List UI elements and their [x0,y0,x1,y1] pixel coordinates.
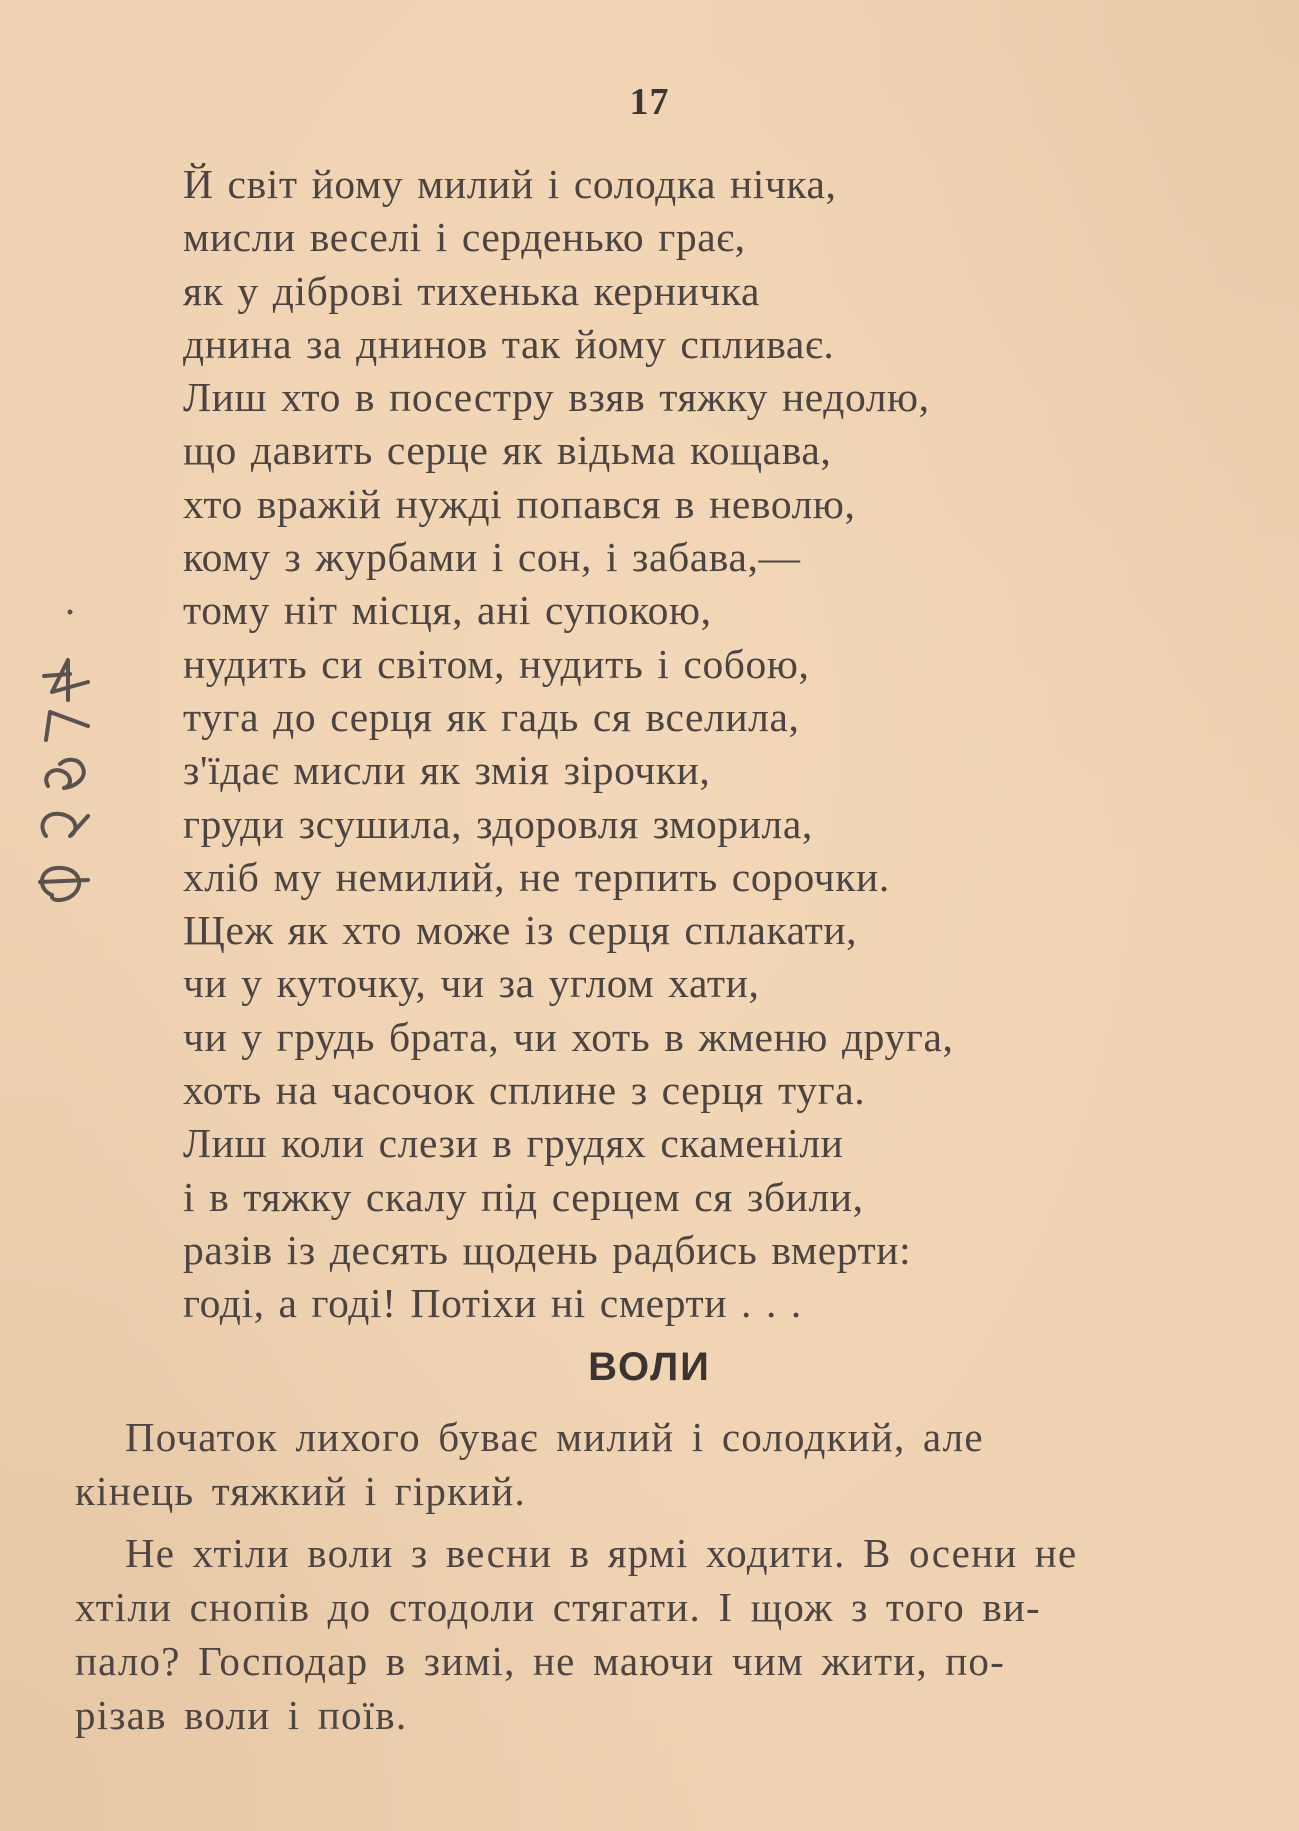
poem-line: тому ніт місця, ані супокою, [183,587,712,634]
poem-line: нудить си світом, нудить і собою, [183,640,810,687]
poem-line: що давить серце як відьма кощава, [183,427,832,474]
paragraph-line: Не хтіли воли з весни в ярмі ходити. В осени не [125,1530,1078,1576]
poem-line: кому з журбами і сон, і забава,— [183,534,801,581]
poem-line: хоть на часочок сплине з серця туга. [183,1067,866,1114]
poem-line: чи у грудь брата, чи хоть в жменю друга, [183,1013,954,1060]
poem-line: хто вражій нужді попався в неволю, [183,480,856,527]
poem-line: як у діброві тихенька керничка [183,267,760,314]
paragraph-line: Початок лихого буває милий і солодкий, але [125,1414,984,1460]
poem-line: Й світ йому милий і солодка нічка, [183,161,837,207]
paragraph-line: пало? Господар в зимі, не маючи чим жити, по- [75,1638,1005,1684]
paragraph-line: кінець тяжкий і гіркий. [75,1468,526,1514]
poem-line: Лиш коли слези в грудях скаменіли [183,1120,844,1167]
paragraph-line: різав воли і поїв. [75,1692,408,1738]
section-title: ВОЛИ [588,1345,711,1389]
poem-line: і в тяжку скалу під серцем ся збили, [183,1173,864,1220]
poem-line: Лиш хто в посестру взяв тяжку недолю, [183,374,930,421]
poem [183,158,1193,1331]
paragraph [75,1410,1250,1518]
poem-line: з'їдає мисли як змія зірочки, [183,747,711,794]
poem-line: чи у куточку, чи за углом хати, [183,960,760,1007]
poem-line: мисли веселі і серденько грає, [183,214,746,261]
poem-line: туга до серця як гадь ся вселила, [183,693,800,740]
page-number: 17 [629,81,670,123]
poem-line: днина за днинов так йому спливає. [183,320,835,367]
poem-line: Щеж як хто може із серця сплакати, [183,907,858,954]
paragraph-line: хтіли снопів до стодоли стягати. І щож з того ви- [75,1584,1041,1630]
poem-line: годі, а годі! Потіхи ні смерти . . . [183,1280,802,1327]
paragraph [75,1526,1250,1742]
poem-line: груди зсушила, здоровля зморила, [183,800,813,847]
poem-line: хліб му немилий, не терпить сорочки. [183,853,890,900]
handwritten-archive-mark [30,590,110,920]
poem-line: разів із десять щодень радбись вмерти: [183,1226,912,1273]
prose [75,1410,1250,1750]
